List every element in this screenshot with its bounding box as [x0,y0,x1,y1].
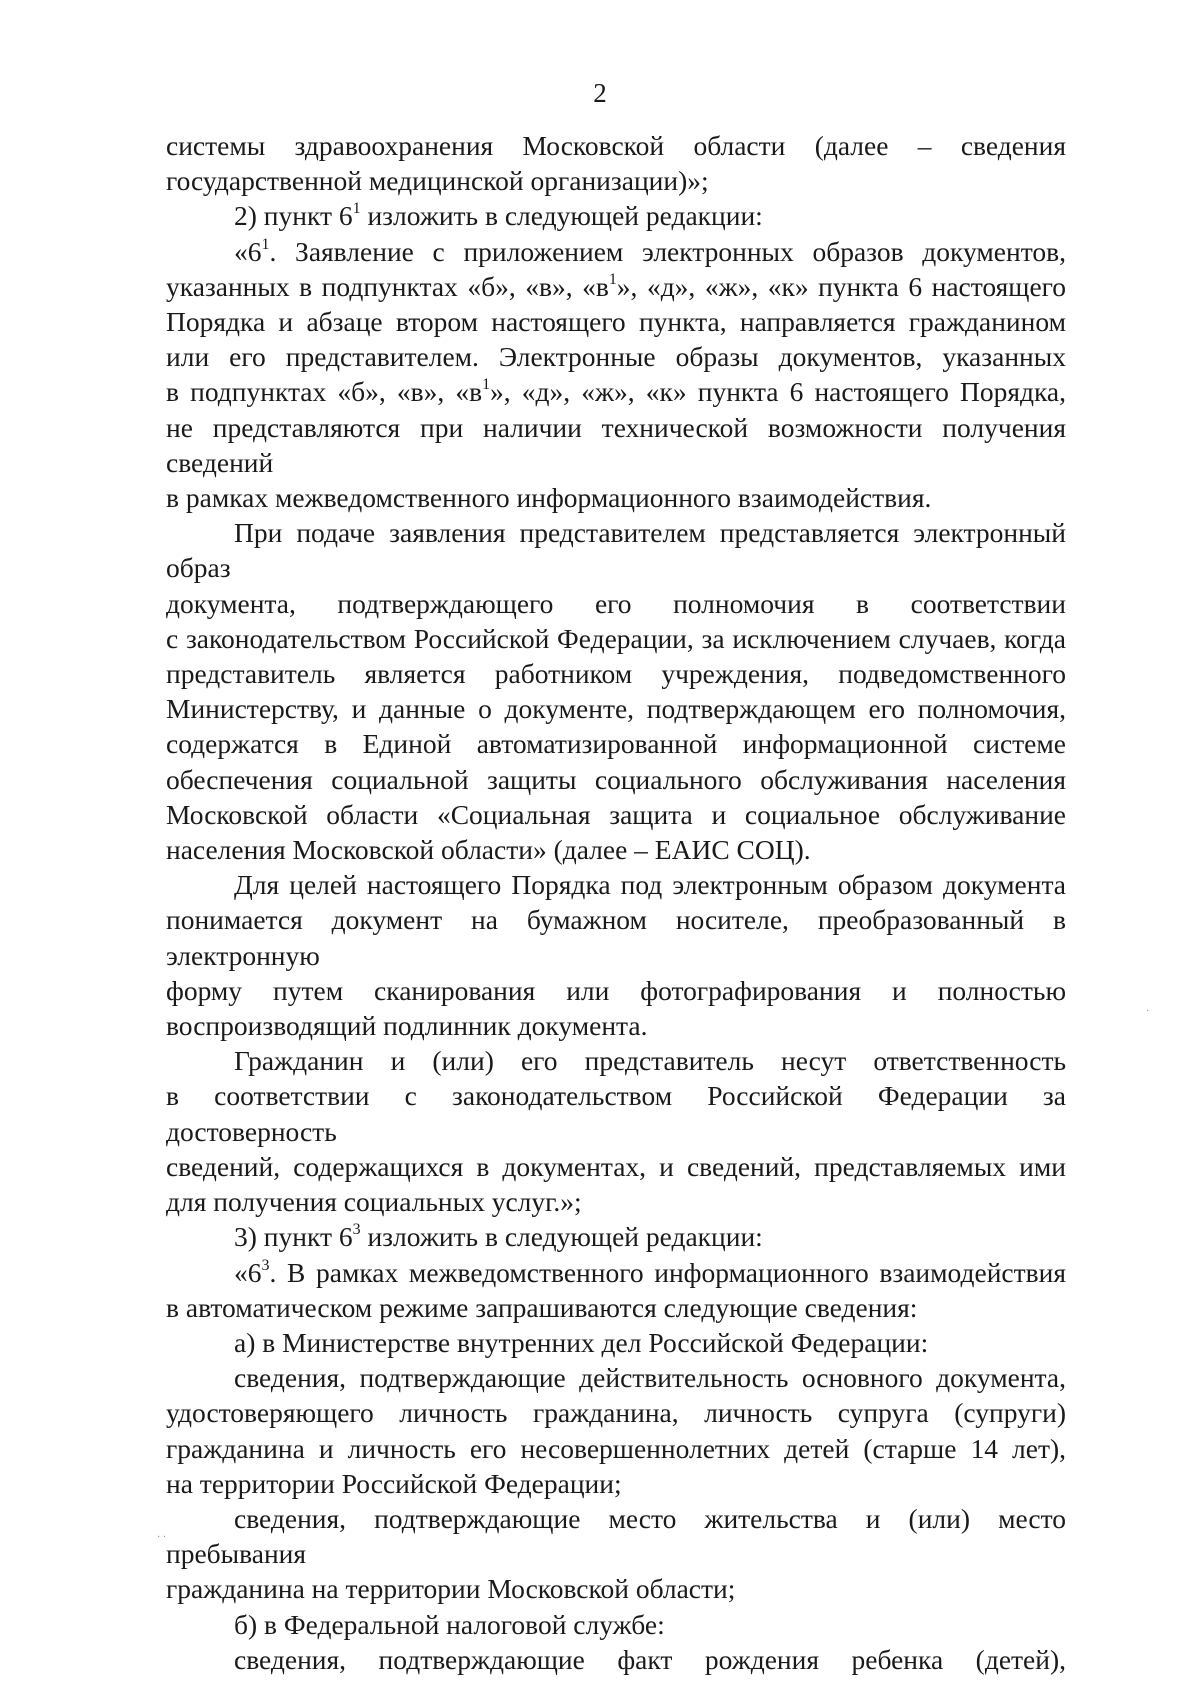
text-line: сведения, подтверждающие факт рождения ребенка (детей), [234,1643,1066,1675]
text-line: б) в Федеральной налоговой службе: [234,1608,665,1640]
text-line: в автоматическом режиме запрашиваются следующие сведения: [166,1291,918,1323]
text-line: с законодательством Российской Федерации, за исключением случаев, когда [166,622,1066,654]
scan-speck: · [1146,1006,1150,1017]
text-line: документа, подтверждающего его полномочия в соответствии [166,587,1066,619]
text-line: указанных в подпунктах «б», «в», «$в^1$», «д», «ж», «к» пункта 6 настоящего [166,270,1067,302]
text-line: При подаче заявления представителем представляется электронный образ [166,517,1066,584]
text-line: обеспечения социальной защиты социального обслуживания населения [166,763,1066,795]
text-line: сведений, содержащихся в документах, и сведений, представляемых ими [166,1150,1066,1182]
text-line: Московской области «Социальная защита и социальное обслуживание [166,798,1066,830]
text-line: в подпунктах «б», «в», «$в^1$», «д», «ж», «к» пункта 6 настоящего Порядка, [166,376,1066,408]
text-line: «$6^1$. Заявление с приложением электронных образов документов, [234,235,1066,267]
text-line: 2) пункт $6^1$ изложить в следующей редакции: [234,200,763,232]
page-number: 2 [593,78,607,108]
text-line: а) в Министерстве внутренних дел Российской Федерации: [234,1326,929,1358]
text-line: системы здравоохранения Московской области (далее – сведения [166,130,1066,161]
text-line: содержатся в Единой автоматизированной информационной системе [166,728,1066,760]
text-line: 3) пункт $6^3$ изложить в следующей редакции: [234,1221,763,1253]
text-line: «$6^3$. В рамках межведомственного информационного взаимодействия [234,1256,1066,1288]
text-line: воспроизводящий подлинник документа. [166,1010,648,1042]
text-line: форму путем сканирования или фотографирования и полностью [166,974,1066,1006]
text-line: для получения социальных услуг.»; [166,1186,582,1218]
text-line: или его представителем. Электронные образы документов, указанных [166,341,1066,373]
text-line: Министерству, и данные о документе, подтверждающем его полномочия, [166,693,1066,725]
text-line: гражданина на территории Московской области; [166,1573,736,1605]
document-body [166,128,1066,1677]
text-line: не представляются при наличии технической возможности получения сведений [166,411,1066,478]
text-line: Для целей настоящего Порядка под электронным образом документа [234,869,1066,901]
text-line: представитель является работником учреждения, подведомственного [166,658,1066,690]
text-line: в соответствии с законодательством Российской Федерации за достоверность [166,1080,1066,1147]
text-line: гражданина и личность его несовершеннолетних детей (старше 14 лет), [166,1432,1066,1464]
text-line: удостоверяющего личность гражданина, личность супруга (супруги) [166,1397,1066,1429]
text-line: сведения, подтверждающие место жительства и (или) место пребывания [166,1502,1066,1570]
text-line: на территории Российской Федерации; [166,1467,622,1499]
text-line: государственной медицинской организации)»; [166,165,709,197]
text-line: понимается документ на бумажном носителе, преобразованный в электронную [166,904,1066,971]
text-line: населения Московской области» (далее – ЕАИС СОЦ). [166,834,811,866]
text-line: сведения, подтверждающие действительность основного документа, [234,1362,1066,1394]
scan-speck: · · [157,1532,167,1543]
text-line: Порядка и абзаце втором настоящего пункта, направляется гражданином [166,306,1066,338]
text-line: в рамках межведомственного информационного взаимодействия. [166,482,932,514]
text-line: Гражданин и (или) его представитель несут ответственность [234,1045,1066,1077]
